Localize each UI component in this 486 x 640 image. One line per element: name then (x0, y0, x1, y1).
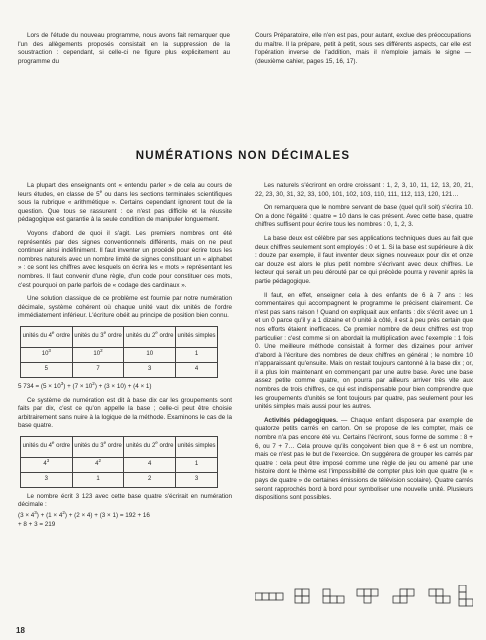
formula-base-four: $(3 \times 4^3) + (1 \times 4^2) + (2 \times 4) + (3 \times 1) = 192 + 16$ (18, 509, 150, 520)
table-power-cell: 10 (124, 347, 176, 362)
table-power-cell: $10^3$ (21, 347, 73, 362)
arrangement-l-shape (323, 589, 344, 603)
table-digit-cell: 2 (124, 472, 176, 487)
arrangement-row-of-four (255, 593, 283, 600)
table-digit-cell: 3 (176, 472, 218, 487)
intro-right-column (255, 32, 471, 66)
table-header-cell: unités du 4e ordre (21, 326, 73, 347)
right-paragraph-2: On remarquera que le nombre servant de base (quel qu'il soit) s'écrira 10. On a donc l'égalité : quatre = 10 dans le cas présent. Avec cette base, quatre chiffres suffisent pour écrire tous les nombres : 0, 1, 2, 3. (255, 204, 473, 229)
formula-base-ten: 5 $734 = (5 \times 10^3) + (7 \times 10^2) + (3 \times 10) + (4 \times 1)$ (18, 380, 152, 390)
table-power-cell: $4^2$ (72, 457, 124, 472)
right-paragraph-1: Les naturels s'écriront en ordre croissant : 1, 2, 3, 10, 11, 12, 13, 20, 21, 22, 23, 30, 31, 32, 33, 100, 101, 102, 103, 110, 111, 112, 113, 120, 121… (255, 182, 473, 198)
page-number: 18 (16, 626, 25, 635)
table-digit-cell: 3 (124, 362, 176, 377)
arrangement-step (429, 589, 450, 603)
table-power-cell: $10^2$ (72, 347, 124, 362)
arrangement-zigzag (393, 589, 414, 603)
intro-right-text: Cours Préparatoire, elle n'en est pas, pour autant, exclue des préoccupations du maître. Il la prépare, petit à petit, sous ses différents aspects, car elle est l'opération inverse de l'addition, mais il n'emploie jamais le signe — (deuxième cahier, pages 15, 16, 17). (255, 32, 471, 65)
activities-heading: Activités pédagogiques. (264, 416, 338, 424)
table-power-cell: 1 (176, 457, 218, 472)
table-digit-cell: 7 (72, 362, 124, 377)
right-column (255, 182, 473, 503)
arrangement-t-shape (357, 589, 378, 603)
table-digit-cell: 1 (72, 472, 124, 487)
left-column (18, 182, 232, 529)
base-ten-table (20, 326, 218, 378)
left-paragraph-3: Une solution classique de ce problème est fournie par notre numération décimale, système cohérent où chaque unité vaut dix unités de l'ordre immédiatement inférieur. L'écriture obéit au principe de position bien connu. (18, 295, 232, 320)
left-paragraph-4: Ce système de numération est dit à base dix car les groupements sont faits par dix, c'est ce qu'on appelle la base ; celle-ci peut être choisie arbitrairement sans nuire à la logique de la méthode. Examinons le cas de la base quatre. (18, 396, 232, 430)
intro-left-text: Lors de l'étude du nouveau programme, nous avons fait remarquer que l'un des allègements proposés consistait en la suppression de la soustraction : cependant, si celle-ci ne figure plus explicitement au programme du (18, 32, 230, 65)
right-paragraph-5 (255, 417, 473, 503)
table-header-cell: unités du 2e ordre (124, 436, 176, 457)
arrangement-square (295, 589, 309, 603)
left-paragraph-2: Voyons d'abord de quoi il s'agit. Les premiers nombres ont été représentés par des signes conventionnels différents, mais on ne peut continuer ainsi indéfiniment. Il faut inventer un procédé pour écrire tous les nombres naturels avec un nombre limité de signes constituant un « alphabet » : ce sont les chiffres avec lesquels on écrira les « mots » représentant les nombres. Il faut convenir d'une règle, d'un code pour constituer ces mots, c'est pourquoi on parle parfois de « codage des cardinaux ». (18, 229, 232, 289)
left-paragraph-1: La plupart des enseignants ont « entendu parler » de cela au cours de leurs études, en classe de 5e ou dans les sections terminales scientifiques sous la rubrique « arithmétique ». Certains cependant ignorent tout de la question. Que tous se rassurent : ce n'est pas difficile et la réussite pédagogique est garantie à la seule condition de manipuler longuement. (18, 182, 232, 224)
table-header-cell: unités simples (176, 326, 218, 347)
right-paragraph-3: La base deux est célèbre par ses applications techniques dues au fait que deux chiffres seulement sont employés : 0 et 1. Si la base est supérieure à dix : douze par exemple, il faut inventer deux signes nouveaux pour dix et onze car douze est alors le plus petit nombre s'écrivant avec deux chiffres. Le lecteur qui serait un peu dérouté par ce qui précède pourra y revenir après la partie pédagogique. (255, 234, 473, 285)
table-digit-cell: 4 (176, 362, 218, 377)
table-header-cell: unités du 4e ordre (21, 436, 73, 457)
table-digit-cell: 3 (21, 472, 73, 487)
table-power-cell: 1 (176, 347, 218, 362)
table-header-cell: unités du 2e ordre (124, 326, 176, 347)
section-title: NUMÉRATIONS NON DÉCIMALES (135, 150, 351, 162)
activities-text: — Chaque enfant disposera par exemple de quatorze petits carrés en carton. On se propose de les compter, mais ce nombre n'a pas encore été vu. Certains l'écriront, sous forme de somme : 8 + 6, ou 7 + 7… Cela prouve qu'ils conçoivent bien que 8 + 6 est un nombre, mais ce n'est pas le but de l'exercice. On suggérera de grouper les carrés par quatre : cela peut être imposé comme une règle de jeu ou amené par une histoire dont le thème est l'impossibilité de compter plus loin que quatre (le « pays de quatre » de certaines émissions de télévision scolaire). Quatre carrés seront rapprochés bord à bord pour symboliser une nouvelle unité. Plusieurs dispositions sont possibles. (255, 416, 473, 502)
table-header-cell: unités du 3e ordre (72, 436, 124, 457)
arrangement-corner (459, 585, 473, 606)
right-paragraph-4: Il faut, en effet, enseigner cela à des enfants de 6 à 7 ans : les commentaires qui accompagnent le programme le précisent clairement. Ce n'est pas sans raison ! Quand on expliquait aux enfants : dix s'écrit avec un 1 et un 0 parce qu'il y a 1 dizaine et 0 unité à côté, il est à peu près certain que nos efforts étaient inefficaces. Ce premier nombre de deux chiffres est trop particulier : c'est comme si on abordait la multiplication avec l'exemple : 1 fois 0. Une meilleure méthode consistait à former des dizaines pour arriver d'abord à l'écriture des nombres de deux chiffres en général ; le nombre 10 n'apparaissant qu'ensuite. Mais on restait toujours cantonné à la base dix ; or, il a plus loin maintenant en commençant par une autre base. Avec une base assez petite comme quatre, on pourra par ailleurs arriver très vite aux nombres de trois chiffres, ce qui est indispensable pour bien comprendre que les groupements d'unités se font toujours par quatre, pas seulement pour les unités simples mais aussi pour les autres. (255, 291, 473, 411)
left-paragraph-5: Le nombre écrit 3 123 avec cette base quatre s'écrirait en numération décimale : (18, 492, 232, 509)
table-digit-cell: 5 (21, 362, 73, 377)
base-four-table (20, 436, 218, 488)
table-header-cell: unités simples (176, 436, 218, 457)
formula-base-four-result: + 8 + 3 = 219 (18, 520, 56, 528)
square-arrangements-figure (255, 585, 473, 607)
table-power-cell: 4 (124, 457, 176, 472)
table-power-cell: $4^3$ (21, 457, 73, 472)
table-header-cell: unités du 3e ordre (72, 326, 124, 347)
intro-left-column (18, 32, 230, 66)
